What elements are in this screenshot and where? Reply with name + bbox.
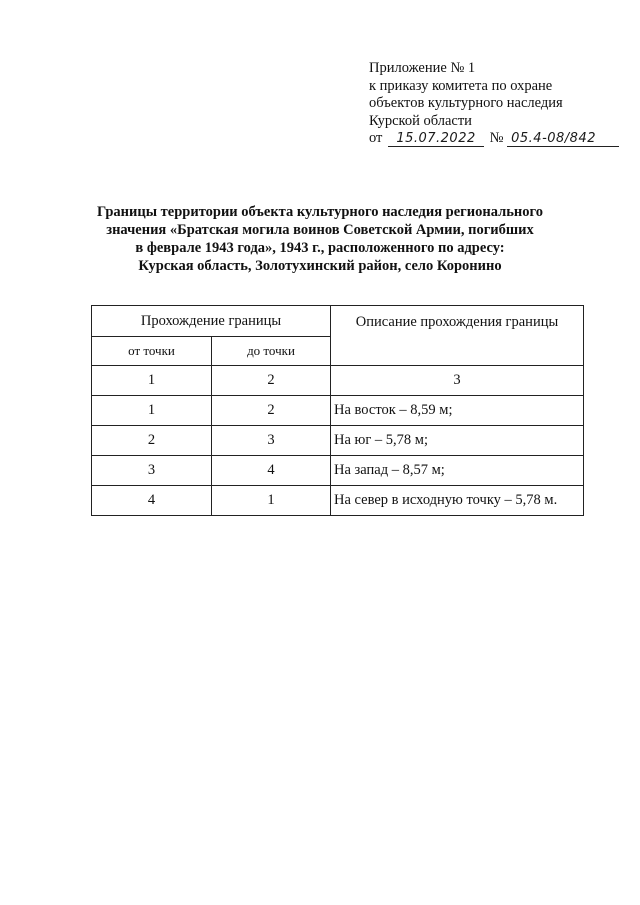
cell-from: 3 [92,456,212,486]
appendix-line-committee: объектов культурного наследия [369,95,563,111]
cell-description: На восток – 8,59 м; [331,396,584,426]
table-row [92,456,584,486]
cell-to: 2 [212,396,331,426]
appendix-line-order: к приказу комитета по охране [369,77,553,94]
table-row [92,396,584,426]
from-label: от [369,130,383,146]
appendix-date-line [369,130,629,148]
heading-line-1: Границы территории объекта культурного наследия регионального [97,204,543,220]
boundary-table [91,305,584,516]
cell-from: 2 [92,426,212,456]
handwritten-date: 15.07.2022 [388,132,484,147]
handwritten-order-number: 05.4-08/842 [507,132,619,147]
document-heading [70,203,570,275]
number-label: № [489,130,504,146]
header-to-point: до точки [212,337,331,366]
heading-line-3: в феврале 1943 года», 1943 г., расположенного по адресу: [135,240,505,256]
appendix-block [369,60,629,148]
column-number: 1 [92,366,212,396]
header-from-point: от точки [92,337,212,366]
table-row [92,426,584,456]
table-header-row [92,306,584,337]
column-number: 3 [331,366,584,396]
cell-to: 4 [212,456,331,486]
cell-from: 1 [92,396,212,426]
header-passage: Прохождение границы [92,306,331,337]
cell-description: На запад – 8,57 м; [331,456,584,486]
cell-description: На север в исходную точку – 5,78 м. [331,486,584,516]
cell-to: 1 [212,486,331,516]
header-description: Описание прохождения границы [331,306,584,366]
heading-line-4: Курская область, Золотухинский район, село Коронино [138,258,502,274]
cell-description: На юг – 5,78 м; [331,426,584,456]
appendix-title: Приложение № 1 [369,60,476,76]
cell-to: 3 [212,426,331,456]
appendix-line-region: Курской области [369,112,472,129]
column-numbering-row [92,366,584,396]
column-number: 2 [212,366,331,396]
cell-from: 4 [92,486,212,516]
heading-line-2: значения «Братская могила воинов Советской Армии, погибших [106,222,534,238]
table-row [92,486,584,516]
